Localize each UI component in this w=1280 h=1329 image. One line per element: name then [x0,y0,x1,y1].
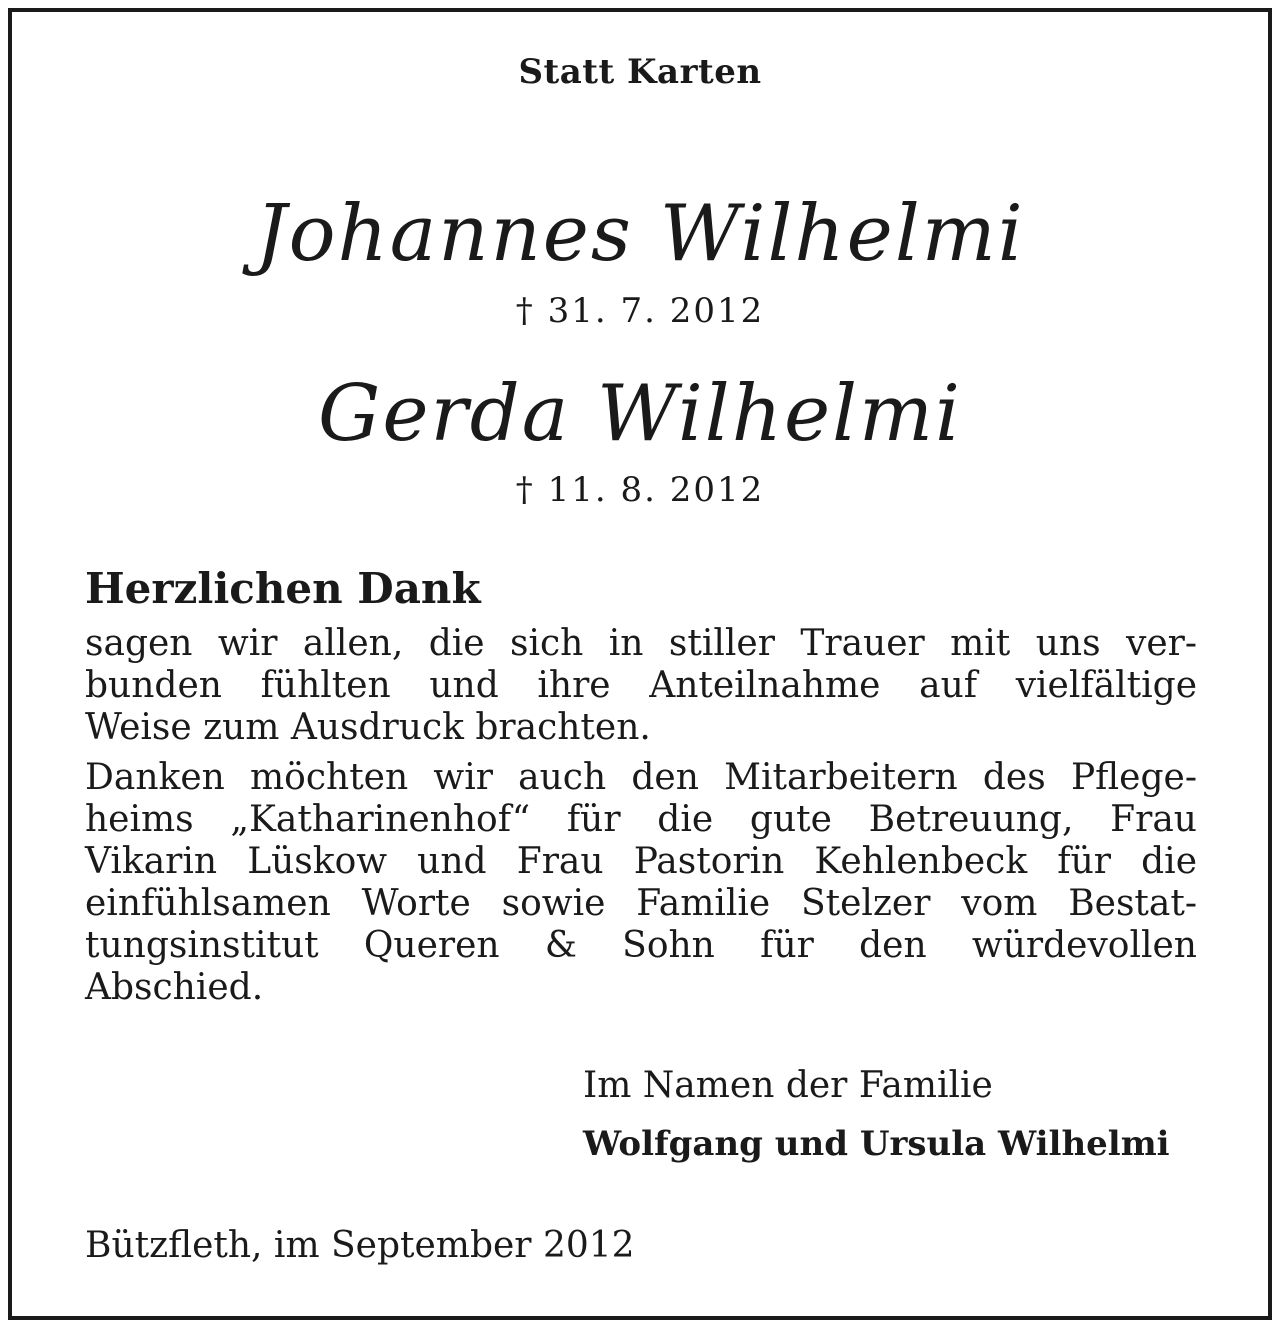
signature-names: Wolfgang und Ursula Wilhelmi [583,1124,1170,1164]
thanks-heading: Herzlichen Dank [85,564,481,613]
paragraph-line: Danken möchten wir auch den Mitarbeitern des Pflege- [85,757,1197,798]
paragraph-line: Vikarin Lüskow und Frau Pastorin Kehlenbeck für die [85,841,1197,882]
thanks-paragraph-1 [85,623,1197,749]
deceased-name-2: Gerda Wilhelmi [318,369,962,459]
notice-header: Statt Karten [518,52,762,92]
paragraph-line: tungsinstitut Queren & Sohn für den würdevollen [85,925,1197,966]
signature-intro: Im Namen der Familie [583,1065,993,1106]
paragraph-line: bunden fühlten und ihre Anteilnahme auf vielfältige [85,665,1197,706]
paragraph-line: Abschied. [85,967,264,1008]
paragraph-line: heims „Katharinenhof“ für die gute Betreuung, Frau [85,799,1197,840]
deceased-name-1: Johannes Wilhelmi [255,189,1025,279]
paragraph-line: einfühlsamen Worte sowie Familie Stelzer vom Bestat- [85,883,1197,924]
death-date-2: † 11. 8. 2012 [515,470,765,510]
paragraph-line: Weise zum Ausdruck brachten. [85,707,651,748]
place-and-date: Bützfleth, im September 2012 [85,1225,635,1266]
death-date-1: † 31. 7. 2012 [515,291,765,331]
thanks-paragraph-2 [85,757,1197,1009]
paragraph-line: sagen wir allen, die sich in stiller Trauer mit uns ver- [85,623,1197,664]
